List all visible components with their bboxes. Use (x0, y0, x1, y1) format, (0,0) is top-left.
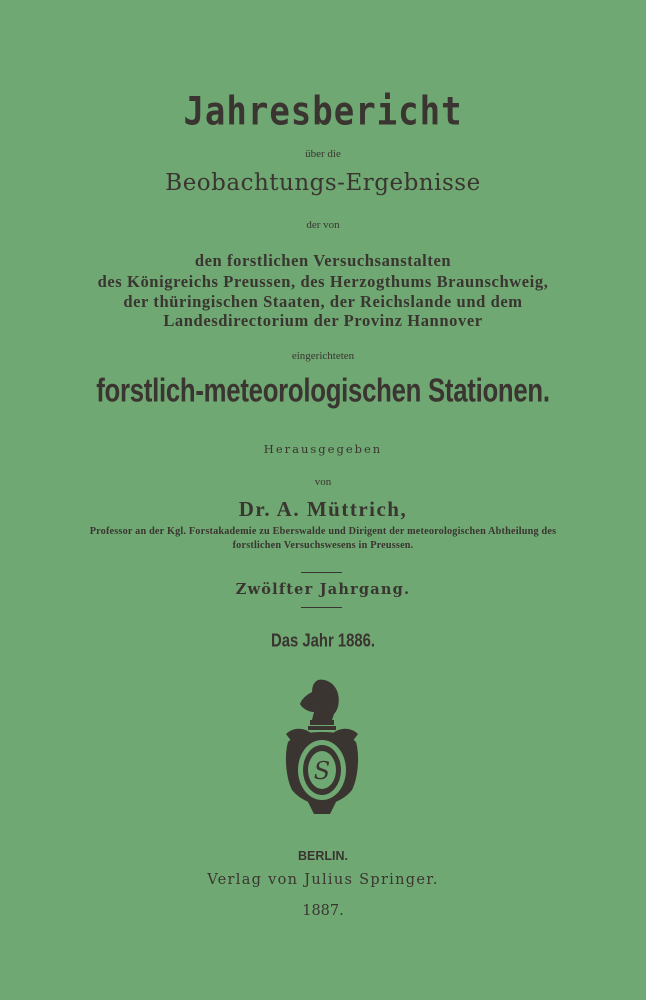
author-name: Dr. A. Müttrich, (238, 497, 408, 521)
edition-label: Zwölfter Jahrgang. (235, 581, 411, 598)
institution-line: den forstlichen Versuchsanstalten (194, 251, 452, 270)
author-affiliation-line: forstlichen Versuchswesens in Preussen. (232, 540, 414, 551)
svg-text:S: S (313, 757, 331, 785)
connector-der-von: der von (306, 219, 340, 231)
main-title: Jahresbericht (183, 89, 463, 135)
author-affiliation-line: Professor an der Kgl. Forstakademie zu Eberswalde und Dirigent der meteorologischen Abtheilung des (89, 526, 557, 537)
institution-line: Landesdirectorium der Provinz Hannover (163, 311, 483, 330)
editor-connector: von (314, 476, 332, 488)
stations-title: forstlich-meteorologischen Stationen. (96, 372, 550, 409)
imprint-publisher: Verlag von Julius Springer. (207, 872, 439, 888)
institution-line: der thüringischen Staaten, der Reichslande und dem (123, 292, 523, 311)
divider-rule (301, 572, 342, 573)
editor-label: Herausgegeben (263, 442, 383, 456)
subtitle: Beobachtungs-Ergebnisse (165, 170, 481, 196)
springer-chess-knight-emblem-icon (278, 676, 366, 816)
institution-line: des Königreichs Preussen, des Herzogthums Braunschweig, (97, 272, 549, 291)
year-covered: Das Jahr 1886. (270, 631, 376, 651)
imprint-city: BERLIN. (298, 849, 348, 863)
divider-rule (301, 607, 342, 608)
connector-eingerichteten: eingerichteten (291, 350, 355, 362)
connector-ueber-die: über die (305, 148, 341, 160)
imprint-year: 1887. (302, 903, 344, 919)
